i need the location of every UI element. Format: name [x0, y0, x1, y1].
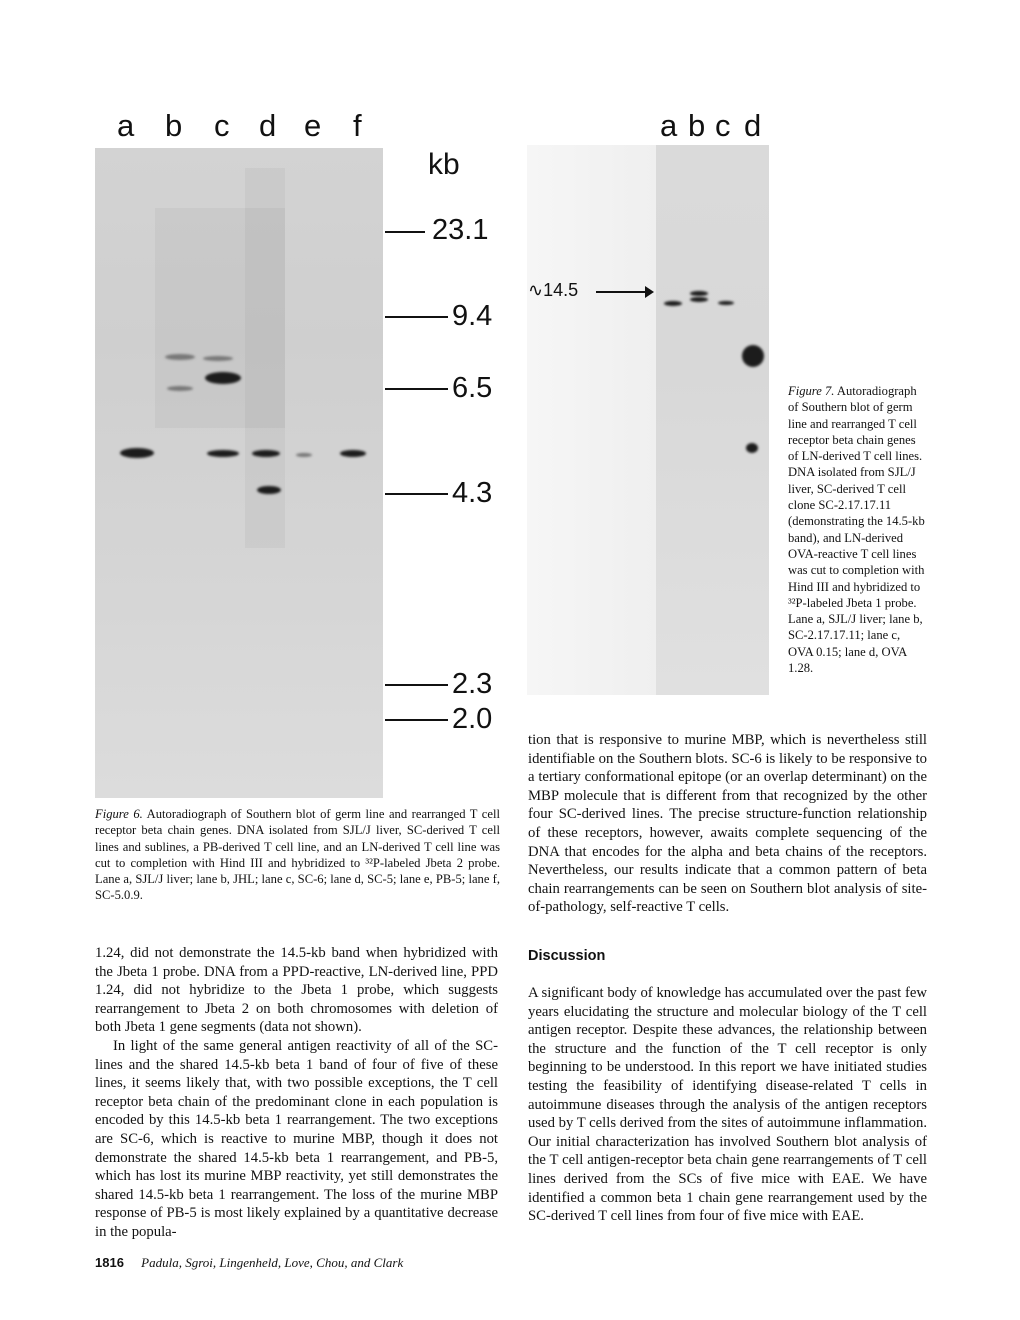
discussion-heading: Discussion	[528, 948, 606, 964]
marker-label-23-1: 23.1	[432, 214, 489, 246]
band-lane-c-lower	[207, 450, 239, 457]
left-column-paragraph-1: 1.24, did not demonstrate the 14.5-kb band when hybridized with the Jbeta 1 probe. DNA from a PPD-reactive, LN-derived line, PPD 1.24, did not hybridize to the Jbeta 1 probe, which suggests rearrangement to Jbeta 2 on both chromosomes with deletion of both Jbeta 1 gene segments (data not shown).	[95, 945, 498, 1036]
figure7-lane-a: a	[660, 108, 678, 143]
figure7-lane-d: d	[744, 108, 762, 143]
left-column-text	[95, 944, 498, 1242]
fig7-band-lane-a	[664, 301, 682, 306]
figure6-lane-labels	[117, 108, 377, 148]
figure6-lane-e: e	[304, 108, 322, 143]
figure7-caption-label: Figure 7.	[788, 384, 835, 398]
right-column-continuation	[528, 731, 927, 917]
band-lane-f	[340, 450, 366, 457]
figure7-marker-arrow	[596, 291, 648, 293]
marker-label-2-3: 2.3	[452, 668, 493, 700]
marker-tick-6-5	[385, 388, 448, 390]
marker-tick-4-3	[385, 493, 448, 495]
left-column-paragraph-2: In light of the same general antigen reactivity of all of the SC-lines and the shared 14.5-kb beta 1 band of four of five of these lines, it seems likely that, with two possible exceptions, the T cell receptor beta chain of the predominant clone in each population is encoded by this 14.5-kb beta 1 rearrangement. The two exceptions are SC-6, which is reactive to murine MBP, though it does not demonstrate the shared 14.5-kb beta 1 rearrangement, and PB-5, which has lost its murine MBP reactivity, yet still demonstrates the shared 14.5-kb beta 1 rearrangement. The loss of the murine MBP response of PB-5 is most likely explained by a quantitative decrease in the popula-	[95, 1037, 498, 1240]
fig7-band-lane-b-upper	[690, 291, 708, 296]
figure6-caption-label: Figure 6.	[95, 807, 143, 821]
band-lane-d-lower	[257, 486, 281, 494]
marker-tick-2-3	[385, 684, 448, 686]
figure6-lane-a: a	[117, 108, 135, 143]
footer-authors: Padula, Sgroi, Lingenheld, Love, Chou, and Clark	[141, 1255, 404, 1270]
figure7-caption-text: Autoradiograph of Southern blot of germ line and rearranged T cell receptor beta chain genes of LN-derived T cell lines. DNA isolated from SJL/J liver, SC-derived T cell clone SC-2.17.17.11 (demonstrating the 14.5-kb band), and LN-derived OVA-reactive T cell lines was cut to completion with Hind III and hybridized to ³²P-labeled Jbeta 1 probe. Lane a, SJL/J liver; lane b, SC-2.17.17.11; lane c, OVA 0.15; lane d, OVA 1.28.	[788, 384, 925, 676]
band-lane-b-upper	[165, 354, 195, 360]
discussion-text	[528, 984, 927, 1226]
figure7-background-panel	[527, 145, 656, 695]
marker-label-4-3: 4.3	[452, 477, 493, 509]
figure7-caption	[788, 383, 928, 676]
figure6-caption-text: Autoradiograph of Southern blot of germ line and rearranged T cell receptor beta chain genes. DNA isolated from SJL/J liver, SC-derived T cell lines and sublines, a PB-derived T cell line, and an LN-derived T cell line was cut to completion with Hind III and hybridized to ³²P-labeled Jbeta 2 probe. Lane a, SJL/J liver; lane b, JHL; lane c, SC-6; lane d, SC-5; lane e, PB-5; lane f, SC-5.0.9.	[95, 807, 500, 903]
fig7-band-lane-d-lower	[746, 443, 758, 453]
page-footer	[95, 1255, 403, 1271]
marker-tick-9-4	[385, 316, 448, 318]
band-lane-c-upper	[205, 372, 241, 384]
figure7-autoradiograph	[656, 145, 769, 695]
band-lane-c-faint	[203, 356, 233, 361]
band-lane-e	[296, 453, 312, 457]
figure7-lane-b: b	[688, 108, 706, 143]
arrow-head-icon	[645, 286, 654, 298]
marker-label-9-4: 9.4	[452, 300, 493, 332]
marker-label-2-0: 2.0	[452, 703, 493, 735]
fig7-band-lane-b-lower	[690, 297, 708, 302]
page-number: 1816	[95, 1255, 124, 1270]
figure6-lane-b: b	[165, 108, 183, 143]
fig7-band-lane-c	[718, 301, 734, 305]
discussion-paragraph: A significant body of knowledge has accumulated over the past few years elucidating the structure and molecular biology of the T cell antigen receptor. Despite these advances, the relationship between the structure and the function of the T cell receptor is only beginning to be understood. In this report we have initiated studies testing the feasibility of identifying disease-related T cells in autoimmune diseases through the analysis of the antigen receptors used by T cells derived from the sites of autoimmune inflammation. Our initial characterization has involved Southern blot analysis of the T cell antigen-receptor beta chain gene rearrangements of T cell lines derived from the SCs of five mice with EAE. We have identified a common beta 1 chain gene rearrangement used by the SC-derived T cell lines from four of five mice with EAE.	[528, 985, 927, 1225]
figure7-marker-label: ∿14.5	[528, 280, 579, 300]
band-lane-b-lower	[167, 386, 193, 391]
fig7-band-lane-d-upper	[742, 345, 764, 367]
marker-tick-23-1	[385, 231, 425, 233]
band-lane-a	[120, 448, 154, 458]
band-lane-d-upper	[252, 450, 280, 457]
figure6-autoradiograph	[95, 148, 383, 798]
figure7-lane-c: c	[715, 108, 731, 143]
figure6-caption	[95, 806, 500, 904]
figure6-unit-label: kb	[428, 148, 460, 181]
figure7-lane-labels	[660, 108, 770, 148]
figure6-lane-c: c	[214, 108, 230, 143]
figure6-lane-d: d	[259, 108, 277, 143]
right-column-paragraph: tion that is responsive to murine MBP, which is nevertheless still identifiable on the Southern blots. SC-6 is likely to be responsive to a tertiary conformational epitope (or an overlap determinant) on the MBP molecule that is different from that recognized by the other four SC-derived lines. The precise structure-function relationship of these receptors, however, awaits complete sequencing of the DNA that encodes for the alpha and beta chains of the receptors. Nevertheless, our results indicate that a common pattern of beta chain rearrangements can be seen on Southern blot analysis of site-of-pathology, self-reactive T cells.	[528, 732, 927, 916]
figure6-lane-f: f	[353, 108, 362, 143]
marker-tick-2-0	[385, 719, 448, 721]
marker-label-6-5: 6.5	[452, 372, 493, 404]
